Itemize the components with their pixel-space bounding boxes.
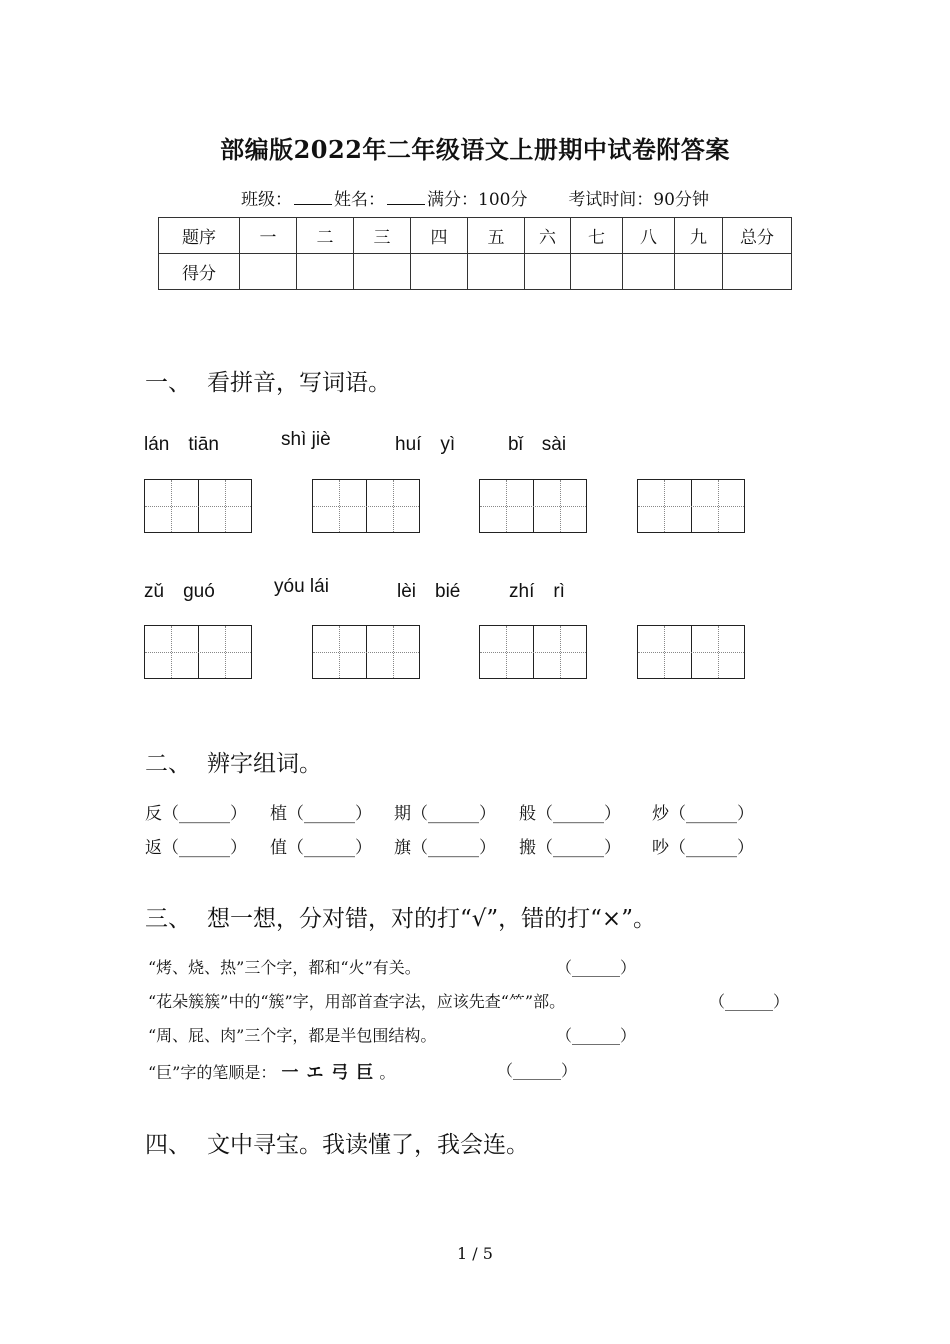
- word-blank-item[interactable]: 返（______）: [145, 838, 247, 858]
- exam-time: 考试时间：90分钟: [568, 190, 709, 210]
- section-number: 一、: [145, 370, 191, 396]
- pinyin-label: yóu lái: [274, 576, 329, 597]
- judge-statement: “周、屁、肉”三个字，都是半包围结构。: [148, 1026, 437, 1045]
- section-title: 辨字组词。: [207, 751, 322, 777]
- pinyin-label: zǔ guó: [144, 581, 215, 602]
- writing-grid[interactable]: [144, 625, 252, 679]
- word-blank-item[interactable]: 吵（______）: [652, 838, 754, 858]
- section-title: 文中寻宝。我读懂了，我会连。: [207, 1132, 529, 1158]
- score-row: [159, 254, 792, 290]
- section-number: 三、: [145, 906, 191, 932]
- pinyin-label: bǐ sài: [508, 434, 567, 455]
- judge-statement: “花朵簇簇”中的“簇”字，用部首查字法，应该先查“⺮”部。: [148, 992, 566, 1011]
- header-cell: 一: [240, 218, 297, 254]
- score-cell[interactable]: [525, 254, 571, 290]
- judge-statement: “巨”字的笔顺是：: [148, 1063, 277, 1082]
- pinyin-label: shì jiè: [281, 429, 331, 450]
- section-4-heading: [145, 1126, 529, 1159]
- word-blank-item[interactable]: 反（______）: [145, 804, 247, 824]
- page-title: 部编版2022年二年级语文上册期中试卷附答案: [220, 135, 730, 164]
- word-blank-item[interactable]: 旗（______）: [394, 838, 496, 858]
- header-cell: 四: [411, 218, 468, 254]
- student-info: [0, 185, 950, 210]
- page-number: 1 / 5: [457, 1244, 493, 1263]
- score-cell[interactable]: [240, 254, 297, 290]
- score-cell[interactable]: [297, 254, 354, 290]
- name-label: 姓名：: [334, 190, 386, 210]
- name-blank[interactable]: [387, 190, 425, 205]
- section-title: 看拼音，写词语。: [207, 370, 391, 396]
- score-cell[interactable]: [623, 254, 675, 290]
- header-cell: 二: [297, 218, 354, 254]
- score-table: [158, 217, 792, 290]
- stroke-order: 一 エ 弓 巨: [281, 1063, 375, 1083]
- score-cell[interactable]: [468, 254, 525, 290]
- writing-grid[interactable]: [479, 625, 587, 679]
- judge-item: [148, 955, 421, 978]
- header-cell: 总分: [723, 218, 792, 254]
- section-number: 四、: [145, 1132, 191, 1158]
- judge-answer-blank[interactable]: （______）: [709, 992, 790, 1011]
- header-cell: 五: [468, 218, 525, 254]
- writing-grid[interactable]: [637, 479, 745, 533]
- score-cell[interactable]: [411, 254, 468, 290]
- score-cell[interactable]: [571, 254, 623, 290]
- section-number: 二、: [145, 751, 191, 777]
- header-cell: 三: [354, 218, 411, 254]
- word-blank-item[interactable]: 搬（______）: [519, 838, 621, 858]
- section-3-heading: [145, 900, 656, 933]
- pinyin-label: lán tiān: [144, 434, 219, 455]
- class-blank[interactable]: [294, 190, 332, 205]
- judge-item: [148, 1058, 395, 1083]
- header-cell: 六: [525, 218, 571, 254]
- class-label: 班级：: [241, 190, 293, 210]
- judge-item: [148, 1023, 436, 1046]
- section-1-heading: [145, 364, 391, 397]
- word-blank-item[interactable]: 值（______）: [270, 838, 372, 858]
- judge-answer-blank[interactable]: （______）: [497, 1061, 578, 1080]
- judge-statement: “烤、烧、热”三个字，都和“火”有关。: [148, 958, 421, 977]
- section-title: 想一想，分对错，对的打“√”，错的打“×”。: [207, 906, 656, 932]
- header-cell: 七: [571, 218, 623, 254]
- word-blank-item[interactable]: 般（______）: [519, 804, 621, 824]
- word-blank-item[interactable]: 期（______）: [394, 804, 496, 824]
- pinyin-label: huí yì: [395, 434, 456, 455]
- header-cell: 题序: [159, 218, 240, 254]
- pinyin-label: lèi bié: [397, 581, 461, 602]
- section-2-heading: [145, 745, 322, 778]
- pinyin-label: zhí rì: [509, 581, 565, 602]
- word-blank-item[interactable]: 植（______）: [270, 804, 372, 824]
- writing-grid[interactable]: [312, 625, 420, 679]
- writing-grid[interactable]: [312, 479, 420, 533]
- score-row-label: 得分: [159, 254, 240, 290]
- judge-answer-blank[interactable]: （______）: [556, 958, 637, 977]
- score-cell[interactable]: [675, 254, 723, 290]
- full-score: 满分：100分: [427, 190, 528, 210]
- writing-grid[interactable]: [637, 625, 745, 679]
- header-cell: 八: [623, 218, 675, 254]
- score-header-row: [159, 218, 792, 254]
- writing-grid[interactable]: [479, 479, 587, 533]
- statement-end: 。: [379, 1063, 396, 1082]
- score-cell[interactable]: [354, 254, 411, 290]
- word-blank-item[interactable]: 炒（______）: [652, 804, 754, 824]
- score-cell[interactable]: [723, 254, 792, 290]
- judge-answer-blank[interactable]: （______）: [556, 1026, 637, 1045]
- writing-grid[interactable]: [144, 479, 252, 533]
- judge-item: [148, 989, 565, 1012]
- header-cell: 九: [675, 218, 723, 254]
